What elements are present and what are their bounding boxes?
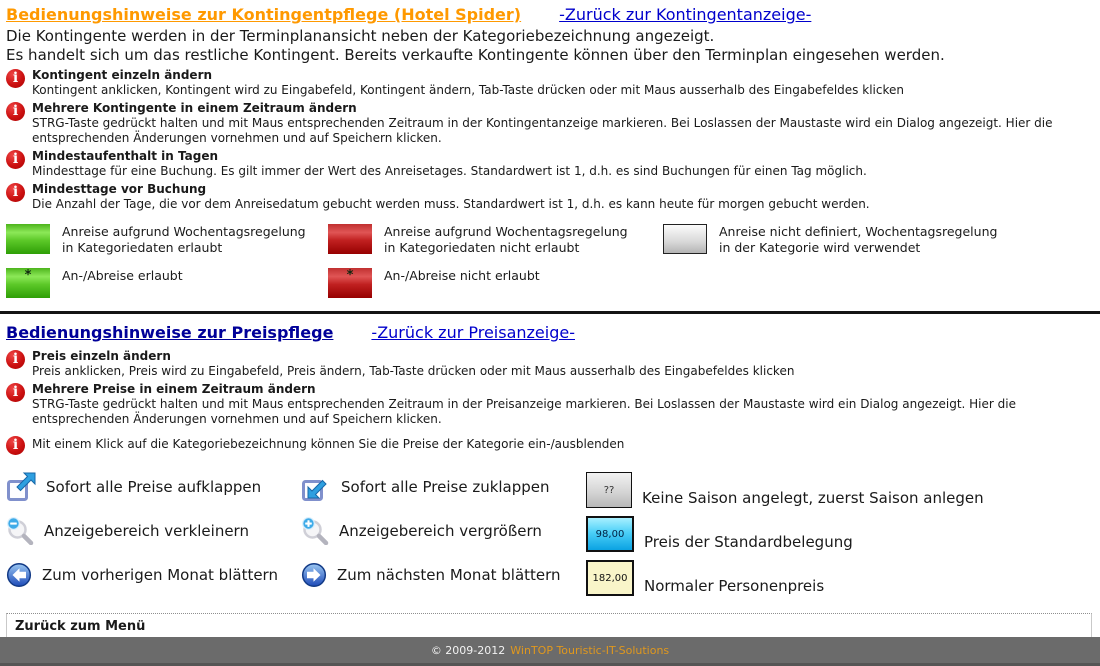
info-item-text: STRG-Taste gedrückt halten und mit Maus entsprechenden Zeitraum in der Kontingentanzeige markieren. Bei Loslassen der Maustaste wird ein Dialog angezeigt. Hier die entsprechenden Änderungen vornehmen und auf Speichern klicken. xyxy=(32,116,1053,145)
copyright-text: © 2009-2012 xyxy=(430,643,506,657)
legend-label: Anreise aufgrund Wochentagsregelung in Kategoriedaten erlaubt xyxy=(62,224,306,255)
info-item-title: Mehrere Preise in einem Zeitraum ändern xyxy=(32,382,316,396)
tool-label: Zum vorherigen Monat blättern xyxy=(42,566,278,584)
no-season-box: ?? xyxy=(586,472,632,508)
expand-all-icon xyxy=(6,472,36,502)
green-asterisk-swatch xyxy=(6,268,50,298)
info-icon: i xyxy=(6,69,25,88)
tool-label: Normaler Personenpreis xyxy=(644,577,825,595)
legend-checkinout-not-allowed xyxy=(328,268,663,298)
person-price-box: 182,00 xyxy=(586,560,634,596)
info-item-text: Kontingent anklicken, Kontingent wird zu Eingabefeld, Kontingent ändern, Tab-Taste drücken oder mit Maus ausserhalb des Eingabefeldes klicken xyxy=(32,83,904,97)
legend-expand-all xyxy=(6,465,301,509)
tool-label: Anzeigebereich vergrößern xyxy=(339,522,542,540)
preis-title-link[interactable]: Bedienungshinweise zur Preispflege xyxy=(6,323,334,342)
asterisk-mark: * xyxy=(346,268,354,283)
kontingent-item-4 xyxy=(6,182,1092,212)
info-icon: i xyxy=(6,436,25,455)
gray-swatch xyxy=(663,224,707,254)
legend-prev-month xyxy=(6,553,301,597)
zoom-out-icon xyxy=(6,517,34,545)
tool-label: Preis der Standardbelegung xyxy=(644,533,853,551)
legend-next-month xyxy=(301,553,586,597)
kontingent-header-row xyxy=(6,5,1092,24)
info-item-text: Die Anzahl der Tage, die vor dem Anreisedatum gebucht werden muss. Standardwert ist 1, d.h. es kann heute für morgen gebucht werden. xyxy=(32,197,870,211)
legend-standard-price xyxy=(586,509,1092,553)
preis-header-row xyxy=(6,323,1092,342)
preis-section xyxy=(0,314,1100,639)
tool-label: Sofort alle Preise zuklappen xyxy=(341,478,550,496)
info-item-text: Preis anklicken, Preis wird zu Eingabefeld, Preis ändern, Tab-Taste drücken oder mit Maus ausserhalb des Eingabefeldes klicken xyxy=(32,364,795,378)
legend-checkinout-allowed xyxy=(6,268,328,298)
preis-tool-legend xyxy=(6,465,1092,597)
info-item-title: Mindesttage vor Buchung xyxy=(32,182,207,196)
info-icon: i xyxy=(6,350,25,369)
legend-zoom-in xyxy=(301,509,586,553)
preis-item-2 xyxy=(6,382,1092,427)
preis-item-1 xyxy=(6,349,1092,379)
zoom-in-icon xyxy=(301,517,329,545)
back-to-preisanzeige-link[interactable]: -Zurück zur Preisanzeige- xyxy=(371,323,575,342)
preis-note-text: Mit einem Klick auf die Kategoriebezeichnung können Sie die Preise der Kategorie ein-/ausblenden xyxy=(32,437,625,451)
standard-price-box: 98,00 xyxy=(586,516,634,552)
tool-label: Anzeigebereich verkleinern xyxy=(44,522,249,540)
legend-arrival-not-allowed xyxy=(328,224,663,256)
prev-month-icon xyxy=(6,562,32,588)
legend-label: An-/Abreise nicht erlaubt xyxy=(384,268,540,283)
green-swatch xyxy=(6,224,50,254)
next-month-icon xyxy=(301,562,327,588)
legend-zoom-out xyxy=(6,509,301,553)
tool-label: Zum nächsten Monat blättern xyxy=(337,566,561,584)
intro-line-2: Es handelt sich um das restliche Kontingent. Bereits verkaufte Kontingente können über den Terminplan eingesehen werden. xyxy=(6,46,945,64)
info-item-text: Mindesttage für eine Buchung. Es gilt immer der Wert des Anreisetages. Standardwert ist 1, d.h. es sind Buchungen für einen Tag möglich. xyxy=(32,164,867,178)
kontingent-title-link[interactable]: Bedienungshinweise zur Kontingentpflege (Hotel Spider) xyxy=(6,5,522,24)
legend-person-price xyxy=(586,553,1092,597)
back-to-menu-button[interactable]: Zurück zum Menü xyxy=(6,613,1092,639)
info-icon: i xyxy=(6,383,25,402)
kontingent-section xyxy=(0,5,1100,298)
info-item-title: Kontingent einzeln ändern xyxy=(32,68,213,82)
kontingent-intro xyxy=(6,27,1092,65)
tool-label: Keine Saison angelegt, zuerst Saison anlegen xyxy=(642,489,984,507)
legend-label: An-/Abreise erlaubt xyxy=(62,268,183,283)
kontingent-color-legend xyxy=(6,224,1092,298)
legend-arrival-allowed xyxy=(6,224,328,256)
legend-collapse-all xyxy=(301,465,586,509)
legend-label: Anreise nicht definiert, Wochentagsregelung in der Kategorie wird verwendet xyxy=(719,224,998,255)
legend-arrival-undefined xyxy=(663,224,1092,256)
kontingent-item-1 xyxy=(6,68,1092,98)
footer xyxy=(0,637,1100,666)
info-item-title: Preis einzeln ändern xyxy=(32,349,171,363)
info-item-title: Mindestaufenthalt in Tagen xyxy=(32,149,218,163)
collapse-all-icon xyxy=(301,472,331,502)
info-icon: i xyxy=(6,102,25,121)
legend-label: Anreise aufgrund Wochentagsregelung in Kategoriedaten nicht erlaubt xyxy=(384,224,628,255)
info-icon: i xyxy=(6,150,25,169)
kontingent-item-2 xyxy=(6,101,1092,146)
intro-line-1: Die Kontingente werden in der Terminplanansicht neben der Kategoriebezeichnung angezeigt. xyxy=(6,27,715,45)
kontingent-item-3 xyxy=(6,149,1092,179)
legend-no-season xyxy=(586,465,1092,509)
asterisk-mark: * xyxy=(24,268,32,283)
info-item-text: STRG-Taste gedrückt halten und mit Maus entsprechenden Zeitraum in der Preisanzeige markieren. Bei Loslassen der Maustaste wird ein Dialog angezeigt. Hier die entsprechenden Änderungen vornehmen und auf Speichern klicken. xyxy=(32,397,1016,426)
tool-label: Sofort alle Preise aufklappen xyxy=(46,478,262,496)
back-to-kontingentanzeige-link[interactable]: -Zurück zur Kontingentanzeige- xyxy=(559,5,812,24)
info-icon: i xyxy=(6,183,25,202)
brand-link[interactable]: WinTOP Touristic-IT-Solutions xyxy=(510,643,670,657)
red-swatch xyxy=(328,224,372,254)
info-item-title: Mehrere Kontingente in einem Zeitraum ändern xyxy=(32,101,357,115)
red-asterisk-swatch xyxy=(328,268,372,298)
preis-note xyxy=(6,435,1092,455)
